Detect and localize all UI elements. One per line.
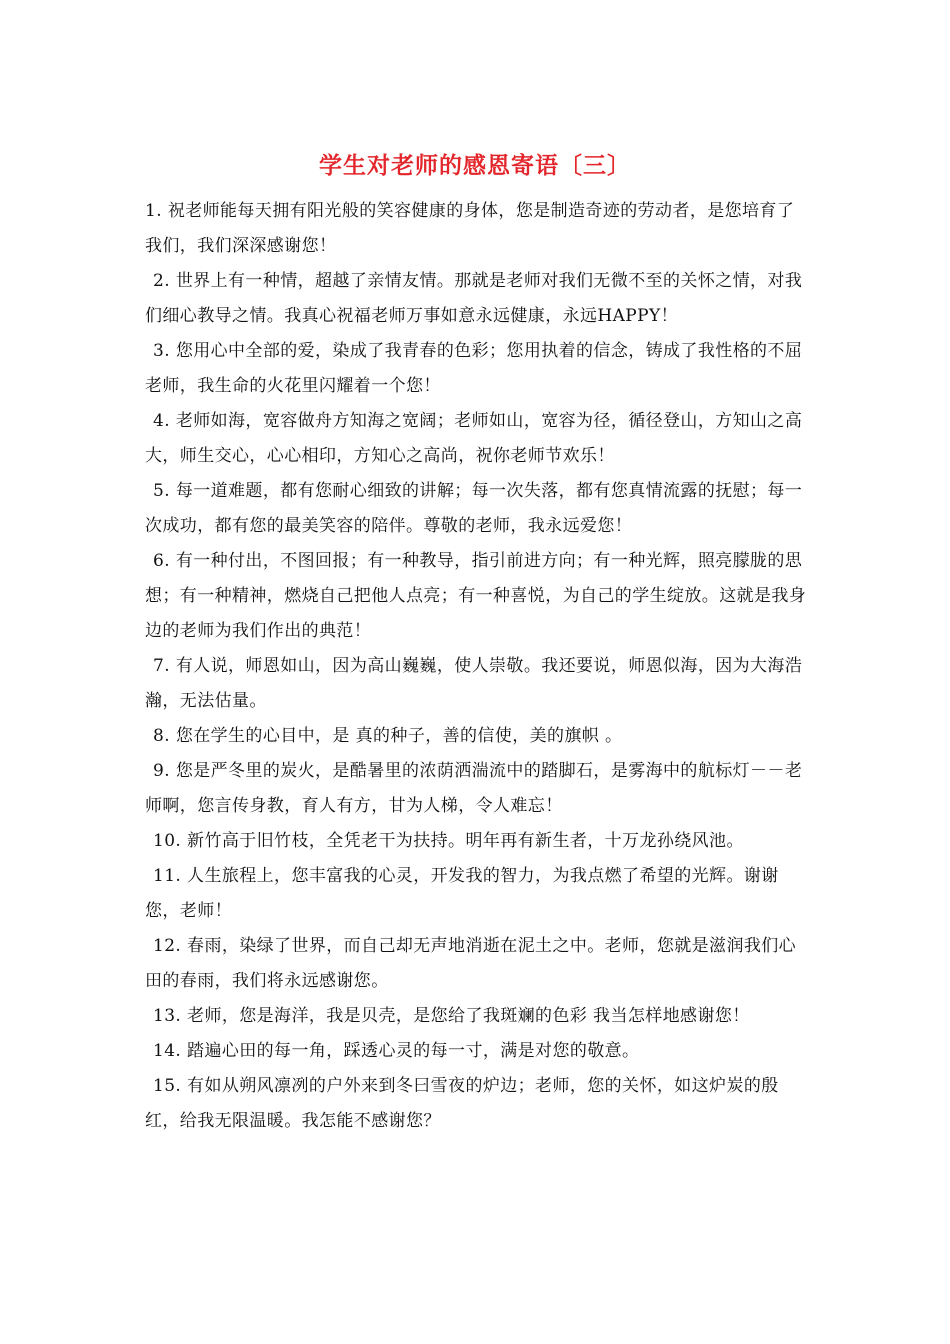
paragraph-6: 6. 有一种付出，不图回报；有一种教导，指引前进方向；有一种光辉，照亮朦胧的思想；有一种精神，燃烧自己把他人点亮；有一种喜悦，为自己的学生绽放。这就是我身边的老师为我们作出的典范！ (145, 551, 807, 641)
paragraph-9: 9. 您是严冬里的炭火，是酷暑里的浓荫洒湍流中的踏脚石，是雾海中的航标灯－－老师啊，您言传身教，育人有方，甘为人梯，令人难忘！ (145, 761, 803, 816)
document-title: 学生对老师的感恩寄语〔三〕 (319, 153, 631, 179)
paragraph-8: 8. 您在学生的心目中，是 真的种子，善的信使，美的旗帜 。 (153, 726, 623, 746)
paragraph-14: 14. 踏遍心田的每一角，踩透心灵的每一寸，满是对您的敬意。 (153, 1041, 640, 1061)
paragraph-2: 2. 世界上有一种情，超越了亲情友情。那就是老师对我们无微不至的关怀之情，对我们细心教导之情。我真心祝福老师万事如意永远健康，永远HAPPY！ (145, 271, 803, 326)
document-body (145, 194, 809, 1139)
paragraph-12: 12. 春雨，染绿了世界，而自己却无声地消逝在泥土之中。老师，您就是滋润我们心田的春雨，我们将永远感谢您。 (145, 936, 797, 991)
paragraph-13: 13. 老师，您是海洋，我是贝壳，是您给了我斑斓的色彩 我当怎样地感谢您！ (153, 1006, 750, 1026)
paragraph-1: 1. 祝老师能每天拥有阳光般的笑容健康的身体，您是制造奇迹的劳动者，是您培育了我们，我们深深感谢您！ (145, 201, 795, 256)
paragraph-7: 7. 有人说，师恩如山，因为高山巍巍，使人崇敬。我还要说，师恩似海，因为大海浩瀚，无法估量。 (145, 656, 803, 711)
paragraph-11: 11. 人生旅程上，您丰富我的心灵，开发我的智力，为我点燃了希望的光辉。谢谢您，老师！ (145, 866, 779, 921)
paragraph-5: 5. 每一道难题，都有您耐心细致的讲解；每一次失落，都有您真情流露的抚慰；每一次成功，都有您的最美笑容的陪伴。尊敬的老师，我永远爱您！ (145, 481, 803, 536)
paragraph-10: 10. 新竹高于旧竹枝，全凭老干为扶持。明年再有新生者，十万龙孙绕风池。 (153, 831, 744, 851)
paragraph-3: 3. 您用心中全部的爱，染成了我青春的色彩；您用执着的信念，铸成了我性格的不屈 老师，我生命的火花里闪耀着一个您！ (145, 341, 803, 396)
paragraph-4: 4. 老师如海，宽容做舟方知海之宽阔；老师如山，宽容为径，循径登山，方知山之高大，师生交心，心心相印，方知心之高尚，祝你老师节欢乐！ (145, 411, 803, 466)
paragraph-15: 15. 有如从朔风凛冽的户外来到冬曰雪夜的炉边；老师，您的关怀，如这炉炭的殷红，给我无限温暖。我怎能不感谢您？ (145, 1076, 779, 1131)
